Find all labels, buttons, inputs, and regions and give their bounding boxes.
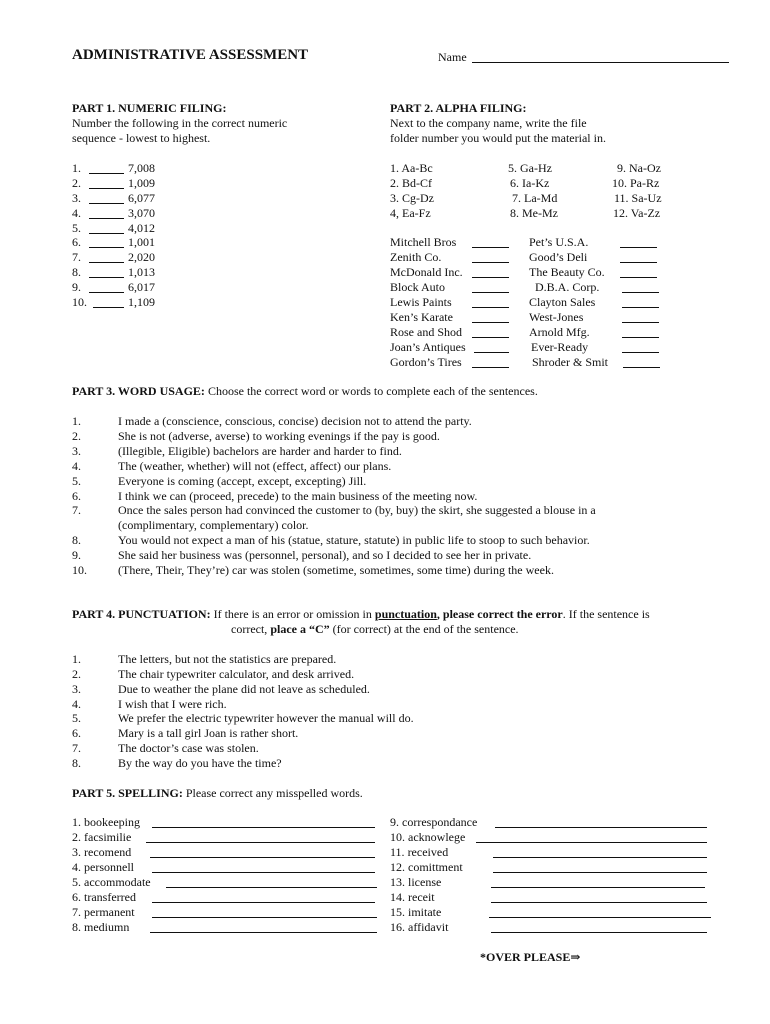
folder-range: 1. Aa-Bc [390, 161, 433, 175]
answer-blank[interactable] [89, 207, 124, 219]
spelling-word: personnell [84, 860, 134, 874]
company-name: Ever-Ready [531, 340, 589, 354]
spelling-num: 8. [72, 920, 81, 934]
part4-header-line-2 [231, 622, 519, 637]
numeric-value: 1,009 [128, 176, 155, 190]
question-text: Once the sales person had convinced the customer to (by, buy) the skirt, she suggested a blouse in a [118, 503, 596, 517]
spelling-item [390, 905, 441, 920]
spelling-item [72, 860, 134, 875]
company-name: Rose and Shod [390, 325, 462, 339]
question-num: 1. [72, 414, 81, 428]
question-num: 6. [72, 726, 81, 740]
answer-blank[interactable] [89, 281, 124, 293]
spelling-word: receit [408, 890, 435, 904]
part2-instruction: Next to the company name, write the file [390, 116, 587, 130]
part4-emphasis: place a “C” [270, 622, 330, 636]
spelling-word: imitate [408, 905, 442, 919]
list-item-num: 1. [72, 161, 81, 175]
spelling-word: mediumn [84, 920, 130, 934]
question-text: She is not (adverse, averse) to working evenings if the pay is good. [118, 429, 440, 443]
answer-blank[interactable] [622, 326, 659, 338]
answer-blank[interactable] [472, 236, 509, 248]
answer-blank[interactable] [472, 311, 509, 323]
question-text: (Illegible, Eligible) bachelors are harder and harder to find. [118, 444, 402, 458]
company-name: Mitchell Bros [390, 235, 457, 249]
part4-emphasis: , please correct the error [436, 607, 563, 621]
company-name: McDonald Inc. [390, 265, 463, 279]
company-name: West-Jones [529, 310, 584, 324]
company-name: Good’s Deli [529, 250, 588, 264]
answer-blank[interactable] [474, 341, 509, 353]
answer-blank[interactable] [89, 251, 124, 263]
spelling-item [390, 875, 441, 890]
answer-blank[interactable] [472, 326, 509, 338]
numeric-value: 1,109 [128, 295, 155, 309]
part5-heading: PART 5. SPELLING: [72, 786, 183, 800]
spelling-num: 4. [72, 860, 81, 874]
folder-range: 9. Na-Oz [617, 161, 661, 175]
part3-instruction: Choose the correct word or words to complete each of the sentences. [207, 384, 538, 398]
numeric-value: 2,020 [128, 250, 155, 264]
company-name: Pet’s U.S.A. [529, 235, 589, 249]
spelling-num: 9. [390, 815, 399, 829]
answer-blank[interactable] [620, 236, 657, 248]
folder-range: 10. Pa-Rz [612, 176, 660, 190]
question-text: Mary is a tall girl Joan is rather short. [118, 726, 299, 740]
company-name: Gordon’s Tires [390, 355, 462, 369]
spelling-item [390, 815, 477, 830]
spelling-item [72, 830, 131, 845]
list-item-num: 3. [72, 191, 81, 205]
spelling-item [72, 875, 151, 890]
company-name: The Beauty Co. [529, 265, 605, 279]
spelling-answer-line[interactable] [146, 831, 375, 843]
spelling-answer-line[interactable] [152, 891, 375, 903]
part1-heading: PART 1. NUMERIC FILING: [72, 101, 227, 115]
list-item-num: 10. [72, 295, 87, 309]
spelling-item [72, 890, 136, 905]
part4-instruction: correct, [231, 622, 268, 636]
spelling-answer-line[interactable] [150, 846, 375, 858]
question-num: 2. [72, 429, 81, 443]
spelling-item [390, 890, 435, 905]
numeric-value: 6,077 [128, 191, 155, 205]
spelling-answer-line[interactable] [166, 876, 377, 888]
part1-instruction: Number the following in the correct numeric [72, 116, 288, 130]
list-item-num: 7. [72, 250, 81, 264]
answer-blank[interactable] [622, 341, 659, 353]
part3-heading: PART 3. WORD USAGE: [72, 384, 205, 398]
spelling-item [390, 830, 465, 845]
question-text: The chair typewriter calculator, and desk arrived. [118, 667, 355, 681]
company-name: Ken’s Karate [390, 310, 453, 324]
spelling-word: correspondance [402, 815, 478, 829]
part4-heading: PART 4. PUNCTUATION: [72, 607, 211, 621]
answer-blank[interactable] [89, 236, 124, 248]
list-item-num: 4. [72, 206, 81, 220]
answer-blank[interactable] [89, 266, 124, 278]
numeric-value: 3,070 [128, 206, 155, 220]
part5-header-line [72, 786, 363, 801]
spelling-num: 6. [72, 890, 81, 904]
folder-range: 11. Sa-Uz [614, 191, 662, 205]
spelling-num: 13. [390, 875, 405, 889]
answer-blank[interactable] [622, 281, 659, 293]
answer-blank[interactable] [622, 311, 659, 323]
name-field[interactable] [472, 51, 729, 63]
answer-blank[interactable] [472, 266, 509, 278]
spelling-answer-line[interactable] [491, 876, 705, 888]
part4-instruction: . If the sentence is [562, 607, 650, 621]
question-num: 4. [72, 697, 81, 711]
list-item-num: 8. [72, 265, 81, 279]
numeric-value: 6,017 [128, 280, 155, 294]
part2-heading: PART 2. ALPHA FILING: [390, 101, 527, 115]
question-text: The letters, but not the statistics are prepared. [118, 652, 337, 666]
question-text: I think we can (proceed, precede) to the main business of the meeting now. [118, 489, 478, 503]
company-name: Arnold Mfg. [529, 325, 590, 339]
spelling-num: 3. [72, 845, 81, 859]
answer-blank[interactable] [89, 162, 124, 174]
part5-instruction: Please correct any misspelled words. [185, 786, 363, 800]
spelling-word: permanent [84, 905, 135, 919]
question-num: 8. [72, 533, 81, 547]
numeric-value: 7,008 [128, 161, 155, 175]
over-please-note: *OVER PLEASE⇒ [480, 950, 581, 964]
question-text: I wish that I were rich. [118, 697, 227, 711]
answer-blank[interactable] [89, 192, 124, 204]
question-num: 7. [72, 503, 81, 517]
folder-range: 2. Bd-Cf [390, 176, 432, 190]
spelling-word: transferred [84, 890, 136, 904]
name-label: Name [438, 50, 467, 64]
question-num: 1. [72, 652, 81, 666]
folder-range: 6. Ia-Kz [510, 176, 550, 190]
question-num: 7. [72, 741, 81, 755]
question-text: We prefer the electric typewriter however the manual will do. [118, 711, 414, 725]
spelling-answer-line[interactable] [152, 816, 375, 828]
page-title: ADMINISTRATIVE ASSESSMENT [72, 47, 309, 63]
question-num: 5. [72, 711, 81, 725]
company-name: Block Auto [390, 280, 446, 294]
spelling-num: 7. [72, 905, 81, 919]
spelling-item [72, 845, 131, 860]
spelling-word: recomend [84, 845, 132, 859]
list-item-num: 5. [72, 221, 81, 235]
part4-instruction: (for correct) at the end of the sentence. [332, 622, 519, 636]
spelling-word: license [408, 875, 442, 889]
answer-blank[interactable] [472, 356, 509, 368]
spelling-answer-line[interactable] [152, 861, 375, 873]
spelling-word: affidavit [408, 920, 449, 934]
spelling-num: 5. [72, 875, 81, 889]
answer-blank[interactable] [620, 266, 657, 278]
spelling-item [390, 860, 463, 875]
question-text: The (weather, whether) will not (effect, affect) our plans. [118, 459, 392, 473]
spelling-item [390, 920, 448, 935]
company-name: Zenith Co. [390, 250, 442, 264]
question-text: I made a (conscience, conscious, concise) decision not to attend the party. [118, 414, 472, 428]
spelling-word: comittment [408, 860, 463, 874]
spelling-answer-line[interactable] [152, 906, 377, 918]
spelling-answer-line[interactable] [495, 816, 707, 828]
question-num: 3. [72, 682, 81, 696]
list-item-num: 9. [72, 280, 81, 294]
numeric-value: 4,012 [128, 221, 155, 235]
folder-range: 12. Va-Zz [613, 206, 661, 220]
answer-blank[interactable] [472, 251, 509, 263]
company-name: Clayton Sales [529, 295, 596, 309]
question-text: The doctor’s case was stolen. [118, 741, 259, 755]
spelling-word: facsimilie [84, 830, 132, 844]
spelling-item [72, 815, 140, 830]
question-text: Due to weather the plane did not leave as scheduled. [118, 682, 370, 696]
answer-blank[interactable] [472, 296, 509, 308]
spelling-word: bookeeping [84, 815, 140, 829]
spelling-num: 14. [390, 890, 405, 904]
spelling-word: acknowlege [408, 830, 466, 844]
company-name: Shroder & Smit [532, 355, 609, 369]
numeric-value: 1,013 [128, 265, 155, 279]
question-text: You would not expect a man of his (statue, stature, statute) in public life to stoop to such behavior. [118, 533, 590, 547]
answer-blank[interactable] [623, 356, 660, 368]
question-num: 5. [72, 474, 81, 488]
list-item-num: 6. [72, 235, 81, 249]
question-num: 4. [72, 459, 81, 473]
spelling-num: 15. [390, 905, 405, 919]
list-item-num: 2. [72, 176, 81, 190]
answer-blank[interactable] [622, 296, 659, 308]
folder-range: 7. La-Md [512, 191, 558, 205]
spelling-word: accommodate [84, 875, 151, 889]
spelling-num: 12. [390, 860, 405, 874]
spelling-answer-line[interactable] [476, 831, 707, 843]
question-text: (There, Their, They’re) car was stolen (sometime, sometimes, some time) during the week. [118, 563, 554, 577]
spelling-answer-line[interactable] [491, 891, 707, 903]
folder-range: 4, Ea-Fz [390, 206, 431, 220]
spelling-word: received [407, 845, 449, 859]
part4-instruction: If there is an error or omission in [213, 607, 372, 621]
spelling-item [390, 845, 448, 860]
spelling-answer-line[interactable] [493, 846, 707, 858]
spelling-answer-line[interactable] [491, 921, 707, 933]
question-num: 8. [72, 756, 81, 770]
question-text: By the way do you have the time? [118, 756, 282, 770]
folder-range: 5. Ga-Hz [508, 161, 552, 175]
answer-blank[interactable] [472, 281, 509, 293]
spelling-num: 1. [72, 815, 81, 829]
spelling-answer-line[interactable] [150, 921, 377, 933]
part1-instruction: sequence - lowest to highest. [72, 131, 211, 145]
question-text: She said her business was (personnel, personal), and so I decided to see her in private. [118, 548, 532, 562]
company-name: D.B.A. Corp. [535, 280, 600, 294]
part4-header-line [72, 607, 650, 622]
answer-blank[interactable] [89, 222, 124, 234]
question-num: 9. [72, 548, 81, 562]
answer-blank[interactable] [93, 296, 124, 308]
spelling-num: 11. [390, 845, 405, 859]
part2-instruction: folder number you would put the material in. [390, 131, 606, 145]
spelling-num: 16. [390, 920, 405, 934]
question-num: 3. [72, 444, 81, 458]
answer-blank[interactable] [620, 251, 657, 263]
company-name: Joan’s Antiques [390, 340, 466, 354]
question-num: 6. [72, 489, 81, 503]
question-num: 10. [72, 563, 87, 577]
folder-range: 3. Cg-Dz [390, 191, 434, 205]
company-name: Lewis Paints [390, 295, 452, 309]
question-text: (complimentary, complementary) color. [118, 518, 309, 532]
spelling-answer-line[interactable] [493, 861, 707, 873]
spelling-num: 10. [390, 830, 405, 844]
folder-range: 8. Me-Mz [510, 206, 558, 220]
part3-header-line [72, 384, 538, 399]
spelling-item [72, 905, 135, 920]
numeric-value: 1,001 [128, 235, 155, 249]
spelling-item [72, 920, 129, 935]
answer-blank[interactable] [89, 177, 124, 189]
question-num: 2. [72, 667, 81, 681]
part4-emphasis: punctuation [374, 607, 437, 621]
spelling-answer-line[interactable] [489, 906, 711, 918]
question-text: Everyone is coming (accept, except, excepting) Jill. [118, 474, 367, 488]
spelling-num: 2. [72, 830, 81, 844]
